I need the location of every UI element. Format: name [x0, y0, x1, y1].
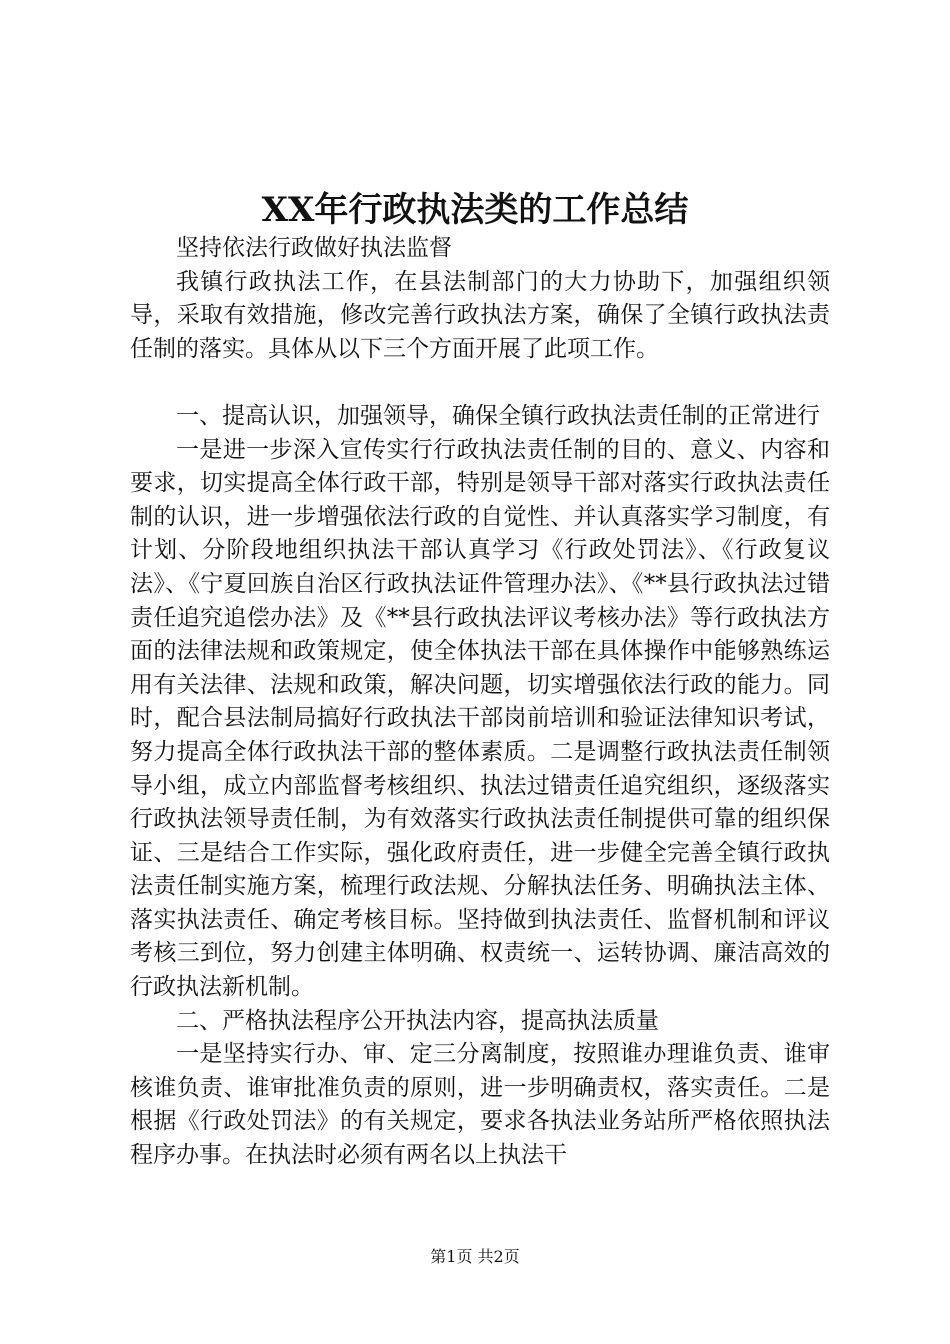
- paragraph-subtitle: 坚持依法行政做好执法监督: [176, 235, 452, 261]
- paragraph-section-1-body: 一是进一步深入宣传实行行政执法责任制的目的、意义、内容和要求，切实提高全体行政干部，特别是领导干部对落实行政执法责任制的认识，进一步增强依法行政的自觉性、并认真落实学习制度，有计划、分阶段地组织执法干部认真学习《行政处罚法》、《行政复议法》、《宁夏回族自治区行政执法证件管理办法》、《**县行政执法过错责任追究追偿办法》及《**县行政执法评议考核办法》等行政执法方面的法律法规和政策规定，使全体执法干部在具体操作中能够熟练运用有关法律、法规和政策，解决问题，切实增强依法行政的能力。同时，配合县法制局搞好行政执法干部岗前培训和验证法律知识考试，努力提高全体行政执法干部的整体素质。二是调整行政执法责任制领导小组，成立内部监督考核组织、执法过错责任追究组织，逐级落实行政执法领导责任制，为有效落实行政执法责任制提供可靠的组织保证、三是结合工作实际，强化政府责任，进一步健全完善全镇行政执法责任制实施方案，梳理行政法规、分解执法任务、明确执法主体、落实执法责任、确定考核目标。坚持做到执法责任、监督机制和评议考核三到位，努力创建主体明确、权责统一、运转协调、廉洁高效的行政执法新机制。: [130, 436, 830, 1001]
- paragraph-intro: 我镇行政执法工作，在县法制部门的大力协助下，加强组织领导，采取有效措施，修改完善行政执法方案，确保了全镇行政执法责任制的落实。具体从以下三个方面开展了此项工作。: [130, 268, 830, 362]
- page-footer: 第1页 共2页: [430, 1247, 520, 1266]
- paragraph-section-2-heading: 二、严格执法程序公开执法内容，提高执法质量: [176, 1007, 659, 1034]
- document-body: [130, 232, 830, 1173]
- paragraph-section-2-body: 一是坚持实行办、审、定三分离制度，按照谁办理谁负责、谁审核谁负责、谁审批准负责的原则，进一步明确责权，落实责任。二是根据《行政处罚法》的有关规定，要求各执法业务站所严格依照执法程序办事。在执法时必须有两名以上执法干: [130, 1041, 830, 1169]
- document-title: XX年行政执法类的工作总结: [261, 190, 689, 230]
- paragraph-section-1-heading: 一、提高认识，加强领导，确保全镇行政执法责任制的正常进行: [176, 402, 820, 429]
